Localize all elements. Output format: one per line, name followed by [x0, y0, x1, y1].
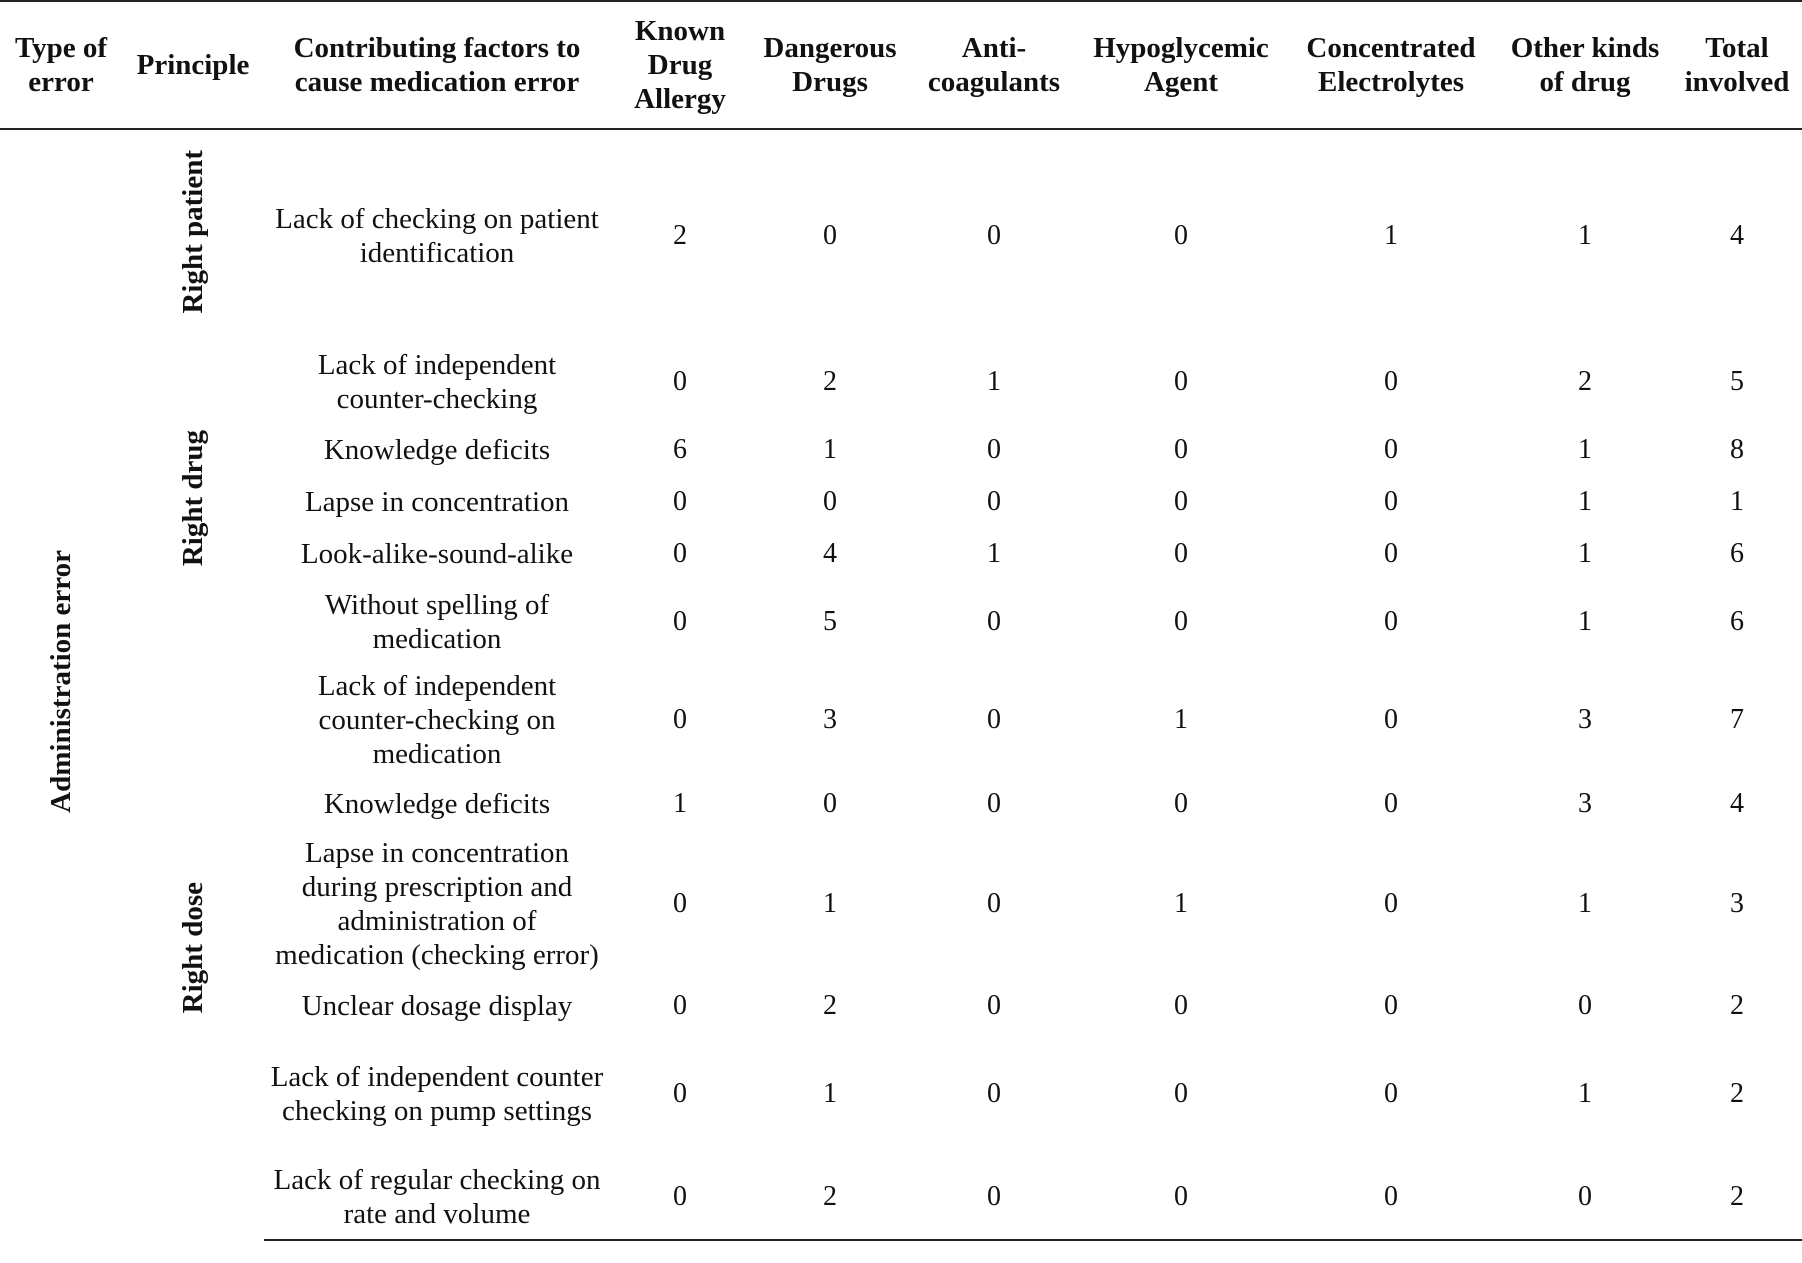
value-cell: 1 [823, 433, 837, 465]
value-cell: 0 [987, 433, 1001, 465]
total-cell: 2 [1730, 990, 1744, 1021]
value-cell: 0 [823, 219, 837, 251]
value-cell: 1 [1384, 219, 1398, 251]
value-cell: 0 [987, 990, 1001, 1021]
total-cell: 4 [1730, 219, 1744, 251]
header-other-kinds-of-drug: Other kinds of drug [1498, 1, 1672, 129]
factor-cell: Unclear dosage display [301, 990, 573, 1022]
header-row [0, 1, 1802, 129]
value-cell: 0 [673, 990, 687, 1021]
value-cell: 0 [1384, 787, 1398, 819]
value-cell: 0 [1174, 366, 1188, 397]
table-row [0, 527, 1802, 580]
total-cell: 6 [1730, 605, 1744, 637]
factor-cell: Knowledge deficits [323, 433, 551, 466]
total-cell: 7 [1730, 704, 1744, 735]
header-total-involved: Total involved [1672, 1, 1802, 129]
value-cell: 0 [823, 787, 837, 819]
header-type-of-error: Type of error [0, 1, 122, 129]
value-cell: 1 [1578, 219, 1592, 251]
total-cell: 3 [1730, 888, 1744, 919]
value-cell: 0 [1174, 605, 1188, 637]
value-cell: 3 [1578, 787, 1592, 819]
value-cell: 1 [823, 888, 837, 919]
value-cell: 0 [1384, 605, 1398, 637]
value-cell: 0 [910, 1154, 1078, 1240]
factor-cell: Lack of regular checking on rate and volume [264, 1154, 610, 1240]
value-cell: 0 [987, 787, 1001, 819]
total-cell: 8 [1730, 433, 1744, 465]
value-cell: 0 [987, 605, 1001, 637]
value-cell: 1 [1174, 704, 1188, 735]
value-cell: 0 [1174, 787, 1188, 819]
header-concentrated-electrolytes: Concentrated Electrolytes [1284, 1, 1498, 129]
value-cell: 1 [1578, 1078, 1592, 1109]
factor-cell: Look-alike-sound-alike [300, 537, 574, 570]
table-row [0, 129, 1802, 341]
value-cell: 0 [1384, 537, 1398, 569]
value-cell: 0 [1578, 990, 1592, 1021]
value-cell: 0 [673, 366, 687, 397]
value-cell: 0 [673, 888, 687, 919]
value-cell: 4 [823, 537, 837, 569]
value-cell: 0 [1384, 433, 1398, 465]
factor-cell: Lack of checking on patient identification [275, 202, 599, 269]
factor-cell: Lapse in concentration during prescription and administration of medication (checking error) [275, 837, 599, 971]
table-row [0, 830, 1802, 978]
value-cell: 2 [823, 366, 837, 397]
value-cell: 1 [1578, 433, 1592, 465]
value-cell: 0 [987, 485, 1001, 517]
value-cell: 0 [610, 1154, 750, 1240]
total-cell: 4 [1730, 787, 1744, 819]
value-cell: 0 [1174, 990, 1188, 1021]
value-cell: 0 [987, 704, 1001, 735]
value-cell: 0 [1174, 1078, 1188, 1109]
value-cell: 3 [1578, 704, 1592, 735]
table-row [0, 341, 1802, 423]
table-row [0, 1154, 1802, 1240]
value-cell: 1 [1578, 888, 1592, 919]
value-cell: 1 [1578, 485, 1592, 517]
principle-label: Right dose [177, 881, 209, 1014]
value-cell: 1 [673, 787, 687, 819]
table-row [0, 423, 1802, 476]
table-row [0, 1034, 1802, 1154]
principle-cell-right-dose [122, 663, 264, 1240]
value-cell: 1 [987, 366, 1001, 397]
factor-cell: Lack of independent counter-checking on medication [317, 670, 557, 770]
value-cell: 1 [823, 1078, 837, 1109]
value-cell: 2 [750, 1154, 910, 1240]
value-cell: 0 [823, 485, 837, 517]
table-row [0, 663, 1802, 777]
value-cell: 0 [1384, 704, 1398, 735]
value-cell: 5 [823, 605, 837, 637]
principle-cell-right-drug [122, 341, 264, 663]
value-cell: 0 [987, 219, 1001, 251]
value-cell: 3 [823, 704, 837, 735]
type-of-error-cell [0, 129, 122, 1240]
header-dangerous-drugs: Dangerous Drugs [750, 1, 910, 129]
value-cell: 2 [823, 990, 837, 1021]
factor-cell: Lack of independent counter-checking [317, 349, 557, 415]
value-cell: 0 [987, 888, 1001, 919]
value-cell: 0 [673, 704, 687, 735]
value-cell: 0 [1498, 1154, 1672, 1240]
total-cell: 1 [1730, 485, 1744, 517]
header-known-drug-allergy: Known Drug Allergy [610, 1, 750, 129]
value-cell: 0 [987, 1078, 1001, 1109]
value-cell: 0 [1174, 433, 1188, 465]
value-cell: 0 [1174, 219, 1188, 251]
value-cell: 2 [1578, 366, 1592, 397]
principle-label: Right patient [177, 149, 209, 314]
value-cell: 0 [1078, 1154, 1284, 1240]
value-cell: 0 [673, 485, 687, 517]
principle-label: Right drug [177, 429, 209, 567]
value-cell: 2 [673, 219, 687, 251]
total-cell: 6 [1730, 537, 1744, 569]
factor-cell: Knowledge deficits [323, 787, 551, 820]
type-of-error-label: Administration error [45, 549, 77, 813]
value-cell: 0 [673, 605, 687, 637]
factor-cell: Lack of independent counter checking on pump settings [270, 1061, 604, 1127]
value-cell: 0 [673, 537, 687, 569]
table-row [0, 978, 1802, 1034]
value-cell: 0 [673, 1078, 687, 1109]
factor-cell: Lapse in concentration [304, 485, 570, 518]
value-cell: 0 [1284, 1154, 1498, 1240]
value-cell: 1 [1174, 888, 1188, 919]
value-cell: 0 [1384, 485, 1398, 517]
value-cell: 1 [1578, 537, 1592, 569]
value-cell: 0 [1174, 537, 1188, 569]
value-cell: 0 [1384, 1078, 1398, 1109]
total-cell: 2 [1672, 1154, 1802, 1240]
value-cell: 1 [1578, 605, 1592, 637]
value-cell: 1 [987, 537, 1001, 569]
table-row [0, 580, 1802, 663]
total-cell: 2 [1730, 1078, 1744, 1109]
table-row [0, 777, 1802, 830]
value-cell: 0 [1384, 888, 1398, 919]
table-row [0, 476, 1802, 527]
header-anticoagulants: Anti-coagulants [910, 1, 1078, 129]
header-principle: Principle [122, 1, 264, 129]
principle-cell-right-patient [122, 129, 264, 341]
value-cell: 0 [1174, 485, 1188, 517]
header-hypoglycemic-agent: Hypoglycemic Agent [1078, 1, 1284, 129]
factor-cell: Without spelling of medication [324, 588, 550, 655]
value-cell: 0 [1384, 990, 1398, 1021]
header-contributing-factors: Contributing factors to cause medication error [264, 1, 610, 129]
total-cell: 5 [1730, 366, 1744, 397]
value-cell: 0 [1384, 366, 1398, 397]
value-cell: 6 [673, 433, 687, 465]
